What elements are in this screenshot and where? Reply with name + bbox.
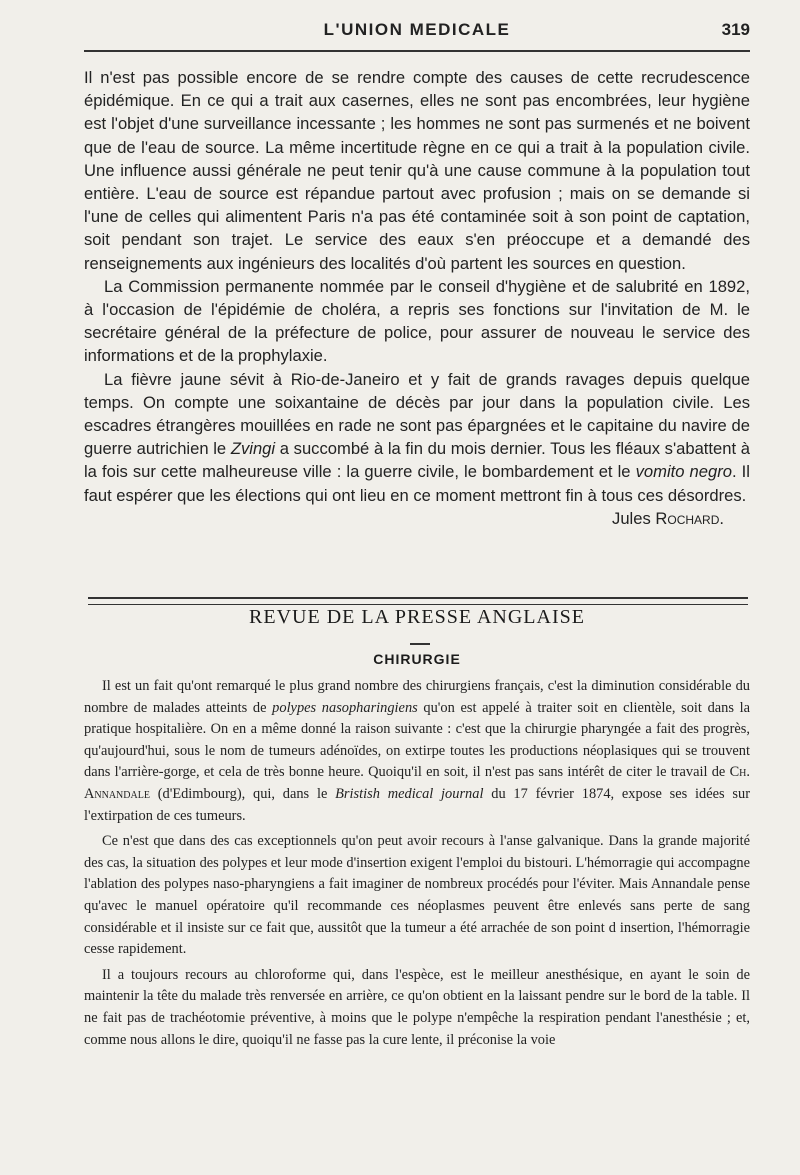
- signature-last-name: Rochard.: [655, 508, 724, 528]
- author-signature: [84, 507, 724, 530]
- running-header: [84, 14, 750, 48]
- surgery-paragraph-2: Ce n'est que dans des cas exceptionnels qu'on peut avoir recours à l'anse galvanique. Dans la grande majorité des cas, la situation des polypes et leur mode d'insertion exigent l'emploi du bistouri. L'hémorragie qui accompagne l'ablation des polypes naso-pharyngiens a fait imaginer de nombreux procédés pour l'éviter. Mais Annandale pense qu'avec le manuel opératoire qu'il recommande ces néoplasmes peuvent être enlevés sans perte de sang considérable et il insiste sur ce fait que, aussitôt que la tumeur a été arrachée de son point d insertion, l'hémorragie cesse rapidement.: [84, 833, 750, 958]
- subsection-title: CHIRURGIE: [373, 651, 461, 667]
- surgery-p1-text-b: qu'on est appelé à traiter soit en clientèle, soit dans la pratique hospitalière. On en a même donné la raison suivante : c'est que la chirurgie pharyngée a fait des progrès, qu'aujourd'hui, sous le nom de tumeurs adénoïdes, on extirpe toutes les productions néoplasiques qui se trouvent dans l'arrière-gorge, et cela de très bonne heure. Quoiqu'il en soit, il n'est pas sans intérêt de citer le travail de: [84, 699, 750, 781]
- cited-author: Ch. Annandale: [84, 764, 750, 802]
- ship-name: Zvingi: [230, 439, 276, 459]
- section-title: REVUE DE LA PRESSE ANGLAISE: [249, 606, 585, 628]
- polyp-term: polypes nasopharingiens: [272, 699, 418, 716]
- page-number: 319: [721, 20, 750, 39]
- surgery-p1-text-a: Il est un fait qu'ont remarqué le plus grand nombre des chirurgiens français, c'est la diminution considérable du nombre de malades atteints de: [84, 678, 750, 716]
- paragraph-2: La Commission permanente nommée par le conseil d'hygiène et de salubrité en 1892, à l'occasion de l'épidémie de choléra, a repris ses fonctions sur l'invitation de M. le secrétaire général de la préfecture de police, pour assurer de nouveau le service des informations et de la prophylaxie.: [84, 276, 750, 366]
- journal-name: Bristish medical journal: [335, 785, 484, 802]
- disease-name: vomito negro: [635, 462, 732, 482]
- journal-title: L'UNION MEDICALE: [323, 20, 511, 39]
- surgery-p1-text-d: du 17 février 1874, expose ses idées sur l'extirpation de ces tumeurs.: [84, 785, 751, 824]
- surgery-paragraph-3: Il a toujours recours au chloroforme qui, dans l'espèce, est le meilleur anesthésique, en ayant le soin de maintenir la tête du malade très renversée en arrière, ce qu'on obtient en la laissant pendre sur le bord de la table. Il ne fait pas de trachéotomie préventive, à moins que le polype n'empêche la respiration pendant l'anesthésie ; et, comme nous allons le dire, quoiqu'il ne fasse pas la cure lente, il préconise la voie: [84, 966, 750, 1048]
- title-dash: [410, 643, 430, 645]
- paragraph-1: Il n'est pas possible encore de se rendre compte des causes de cette recrudescence épidémique. En ce qui a trait aux casernes, elles ne sont pas encombrées, leur hygiène est l'objet d'une surveillance incessante ; les hommes ne sont pas surmenés et ne boivent que de l'eau de source. La même incertitude règne en ce qui a trait à la population civile. Une influence aussi générale ne peut tenir qu'à une cause commune à la population tout entière. L'eau de source est répandue partout avec profusion ; mais on se demande si l'une de celles qui alimentent Paris n'a pas été contaminée soit à son point de captation, soit pendant son trajet. Le service des eaux s'en préoccupe et a demandé des renseignements aux ingénieurs des localités d'où partent les sources en question.: [84, 68, 750, 273]
- signature-first-name: Jules: [612, 508, 651, 528]
- header-rule: [84, 50, 750, 52]
- surgery-p1-text-c: (d'Edimbourg), qui, dans le: [149, 785, 336, 802]
- surgery-paragraph-1: [84, 676, 750, 827]
- paragraph-3-text-c: . Il faut espérer que les élections qui ont lieu en ce moment mettront fin à tous ces désordres.: [84, 462, 750, 505]
- paragraph-3: [84, 368, 750, 507]
- article-surgery: [84, 676, 750, 1055]
- paragraph-3-text-a: La fièvre jaune sévit à Rio-de-Janeiro et y fait de grands ravages depuis quelque temps. On compte une soixantaine de décès par jour dans la population civile. Les escadres étrangères mouillées en rade ne sont pas épargnées et le capitaine du navire de guerre autrichien le: [84, 369, 750, 459]
- paragraph-3-text-b: a succombé à la fin du mois dernier. Tous les fléaux s'abattent à la fois sur cette malheureuse ville : la guerre civile, le bombardement et le: [84, 439, 750, 482]
- section-divider: [88, 597, 748, 605]
- article-epidemic: [84, 66, 750, 530]
